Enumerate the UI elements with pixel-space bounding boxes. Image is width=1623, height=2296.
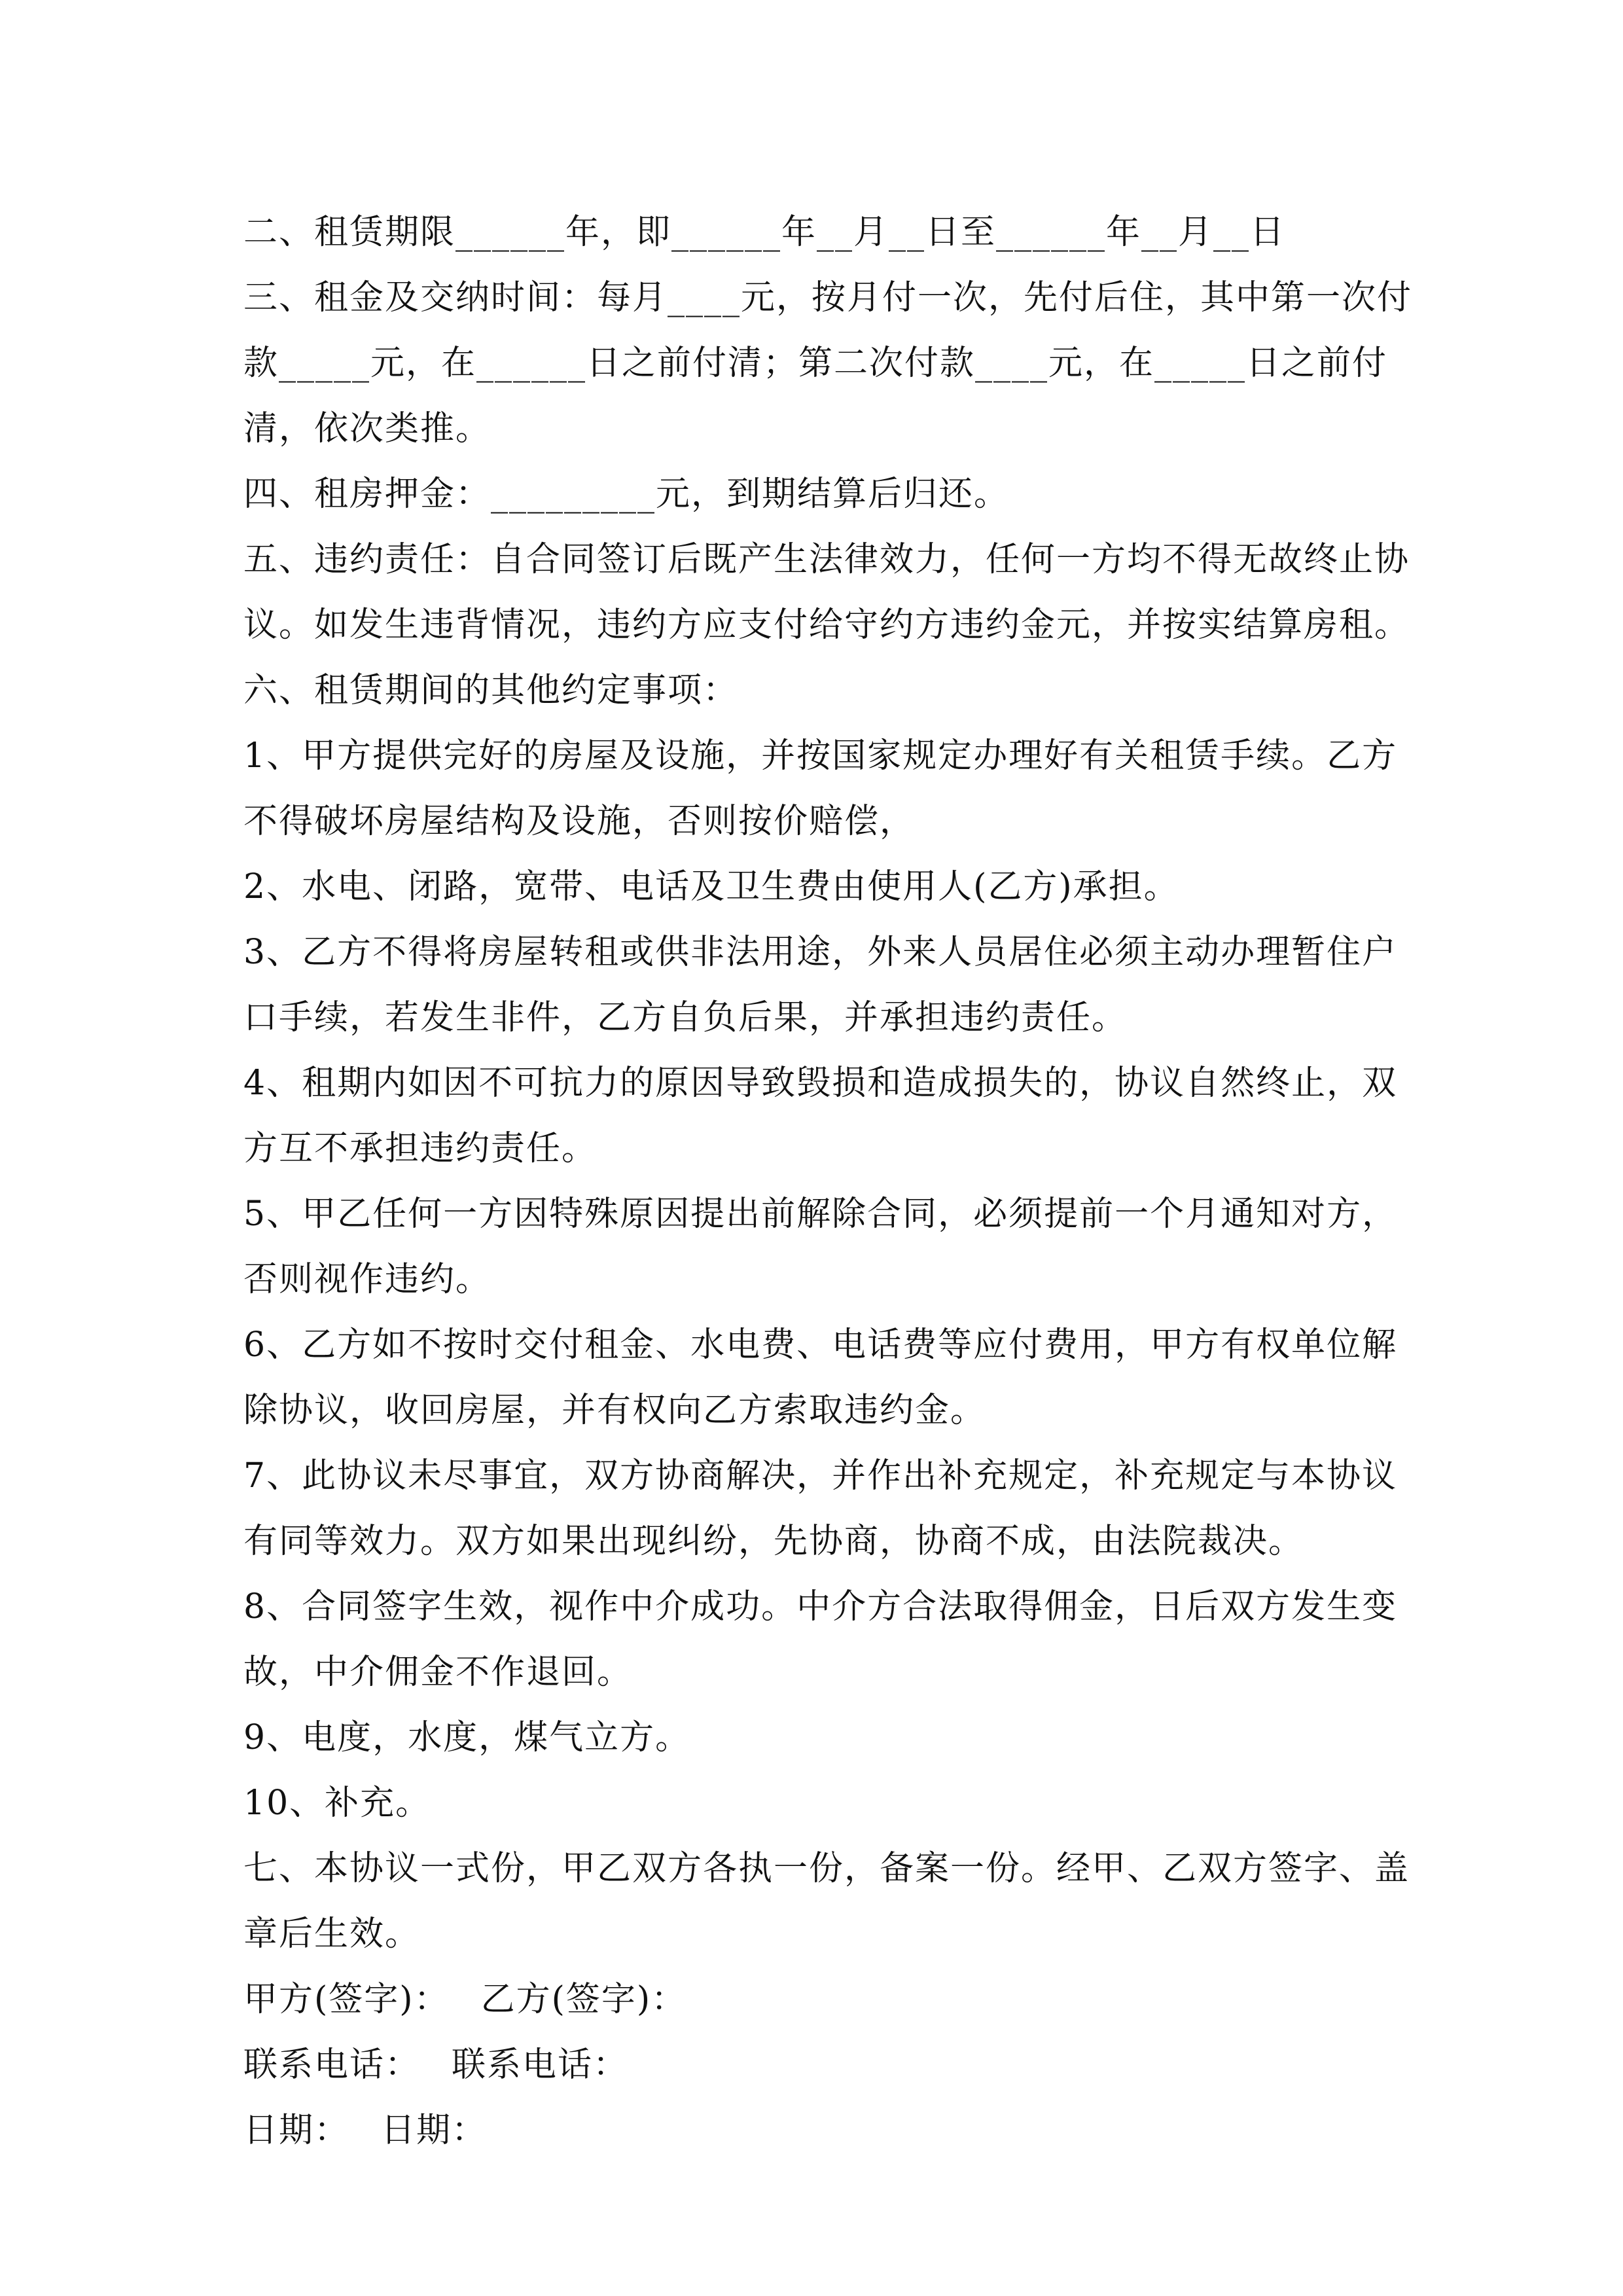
party-b-signature-label: 乙方(签字)： <box>480 1980 687 2019</box>
clause-lease-term: 二、租赁期限______年，即______年__月__日至______年__月__日 <box>243 213 1286 252</box>
contract-body <box>243 200 1421 2163</box>
clause-other-terms-heading: 六、租赁期间的其他约定事项： <box>243 671 739 710</box>
term-item-7: 7、此协议未尽事宜，双方协商解决，并作出补充规定，补充规定与本协议有同等效力。双方如果出现纠纷，先协商，协商不成，由法院裁决。 <box>243 1456 1398 1561</box>
clause-deposit: 四、租房押金：_________元，到期结算后归还。 <box>243 475 1010 514</box>
clause-rent-payment: 三、租金及交纳时间：每月____元，按月付一次，先付后住，其中第一次付款_____元，在______日之前付清；第二次付款____元，在_____日之前付清，依次类推。 <box>243 278 1413 448</box>
date-row <box>243 2098 1421 2163</box>
party-a-signature-label: 甲方(签字)： <box>243 1980 450 2019</box>
term-item-8: 8、合同签字生效，视作中介成功。中介方合法取得佣金，日后双方发生变故，中介佣金不作退回。 <box>243 1587 1398 1692</box>
party-b-phone-label: 联系电话： <box>452 2045 629 2085</box>
term-item-1: 1、甲方提供完好的房屋及设施，并按国家规定办理好有关租赁手续。乙方不得破坏房屋结构及设施，否则按价赔偿， <box>243 736 1398 841</box>
signature-row <box>243 1967 1421 2032</box>
clause-breach-liability: 五、违约责任：自合同签订后既产生法律效力，任何一方均不得无故终止协议。如发生违背情况，违约方应支付给守约方违约金元，并按实结算房租。 <box>243 540 1410 645</box>
party-b-date-label: 日期： <box>381 2111 488 2150</box>
clause-copies-effect: 七、本协议一式份，甲乙双方各执一份，备案一份。经甲、乙双方签字、盖章后生效。 <box>243 1849 1410 1954</box>
term-item-10: 10、补充。 <box>243 1784 431 1823</box>
term-item-4: 4、租期内如因不可抗力的原因导致毁损和造成损失的，协议自然终止，双方互不承担违约责任。 <box>243 1064 1398 1168</box>
term-item-3: 3、乙方不得将房屋转租或供非法用途，外来人员居住必须主动办理暂住户口手续，若发生非件，乙方自负后果，并承担违约责任。 <box>243 933 1398 1037</box>
party-a-date-label: 日期： <box>243 2111 350 2150</box>
phone-row <box>243 2032 1421 2098</box>
term-item-6: 6、乙方如不按时交付租金、水电费、电话费等应付费用，甲方有权单位解除协议，收回房屋，并有权向乙方索取违约金。 <box>243 1325 1398 1430</box>
term-item-2: 2、水电、闭路，宽带、电话及卫生费由使用人(乙方)承担。 <box>243 867 1179 906</box>
party-a-phone-label: 联系电话： <box>243 2045 421 2085</box>
term-item-9: 9、电度，水度，煤气立方。 <box>243 1718 691 1757</box>
term-item-5: 5、甲乙任何一方因特殊原因提出前解除合同，必须提前一个月通知对方，否则视作违约。 <box>243 1194 1398 1299</box>
